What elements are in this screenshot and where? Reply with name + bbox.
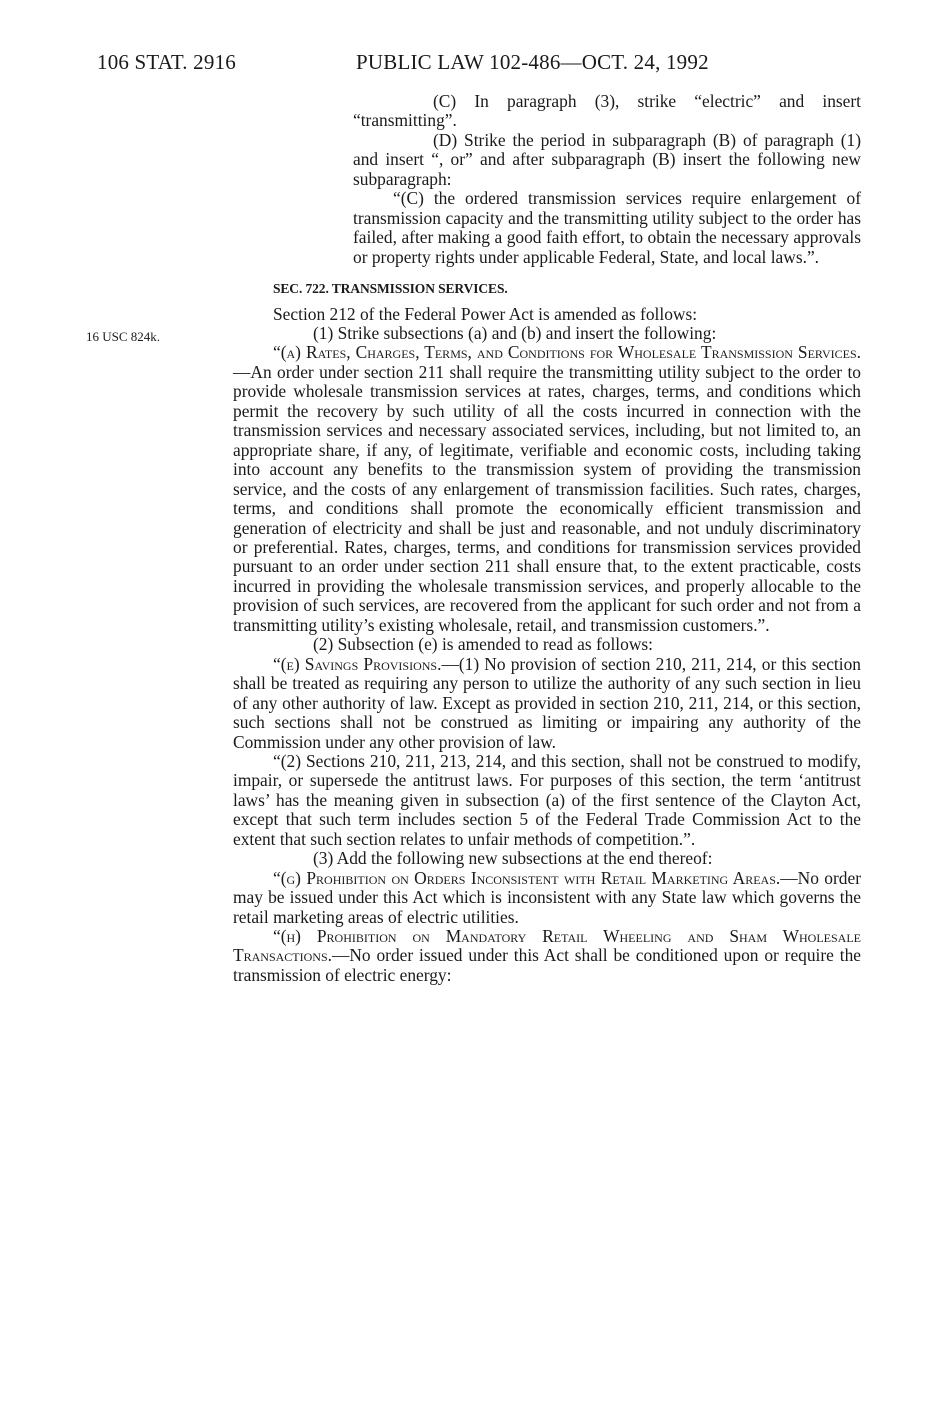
margin-note: 16 USC 824k. — [86, 329, 161, 344]
subsection-h-text: —No order issued under this Act shall be conditioned upon or require the transmission of electric energy: — [233, 945, 861, 985]
subsection-e-2: “(2) Sections 210, 211, 213, 214, and this section, shall not be construed to modify, impair, or supersede the antitrust laws. For purposes of this section, the term ‘antitrust laws’ has the meaning given in subsection (a) of the first sentence of the Clayton Act, except that such term includes section 5 of the Federal Trade Commission Act to the extent that such section relates to unfair methods of competition.”. — [233, 750, 861, 849]
subsection-a-heading: “(a) Rates, Charges, Terms, and Conditions for Wholesale Transmission Services. — [273, 342, 861, 363]
subsection-h — [233, 927, 861, 985]
subsection-e-heading: “(e) Savings Provisions. — [273, 653, 442, 674]
subsection-g-heading: “(g) Prohibition on Orders Inconsistent with Retail Marketing Areas. — [273, 867, 781, 888]
amendment-block — [233, 92, 861, 267]
paragraph-3: (3) Add the following new subsections at the end thereof: — [313, 848, 713, 869]
section-heading: SEC. 722. TRANSMISSION SERVICES. — [273, 281, 508, 297]
subsection-g-text: —No order may be issued under this Act which is inconsistent with any State law which governs the retail marketing areas of electric utilities. — [233, 867, 861, 927]
subsection-g — [233, 869, 861, 927]
running-head: PUBLIC LAW 102-486—OCT. 24, 1992 — [356, 50, 709, 74]
paragraph-d: (D) Strike the period in subparagraph (B) of paragraph (1) and insert “, or” and after subparagraph (B) insert the following new subparagraph: — [353, 129, 861, 189]
statute-body — [233, 92, 861, 985]
paragraph-2: (2) Subsection (e) is amended to read as follows: — [313, 634, 653, 655]
page-number: 106 STAT. 2916 — [97, 50, 236, 74]
subsection-e — [233, 655, 861, 752]
new-subparagraph-c: “(C) the ordered transmission services require enlargement of transmission capacity and the transmitting utility subject to the order has failed, after making a good faith effort, to obtain the necessary approvals or property rights under applicable Federal, State, and local laws.”. — [353, 188, 861, 267]
paragraph-1: (1) Strike subsections (a) and (b) and insert the following: — [313, 322, 717, 343]
subsection-h-heading: “(h) Prohibition on Mandatory Retail Wheeling and Sham Wholesale Transactions. — [233, 926, 861, 966]
subsection-a — [233, 343, 861, 635]
subsection-a-text: —An order under section 211 shall require the transmitting utility subject to the order to provide wholesale transmission services at rates, charges, terms, and conditions which permit the recovery by such utility of all the costs incurred in connection with the transmission services and necessary associated services, including, but not limited to, an appropriate share, if any, of legitimate, verifiable and economic costs, including taking into account any benefits to the transmission system of providing the transmission service, and the costs of any enlargement of transmission facilities. Such rates, charges, terms, and conditions shall promote the economically efficient transmission and generation of electricity and shall be just and reasonable, and not unduly discriminatory or preferential. Rates, charges, terms, and conditions for transmission services provided pursuant to an order under section 211 shall ensure that, to the extent practicable, costs incurred in providing the wholesale transmission services, and properly allocable to the provision of such services, are recovered from the applicant for such order and not from a transmitting utility’s existing wholesale, retail, and transmission customers.”. — [233, 361, 861, 635]
paragraph-c: (C) In paragraph (3), strike “electric” and insert “transmitting”. — [353, 91, 861, 131]
section-intro: Section 212 of the Federal Power Act is amended as follows: — [273, 303, 698, 324]
subsection-e-text: —(1) No provision of section 210, 211, 214, or this section shall be treated as requiring any person to utilize the authority of any such section in lieu of any other authority of law. Except as provided in section 210, 211, 214, or this section, such sections shall not be construed as limiting or impairing any authority of the Commission under any other provision of law. — [233, 653, 861, 752]
